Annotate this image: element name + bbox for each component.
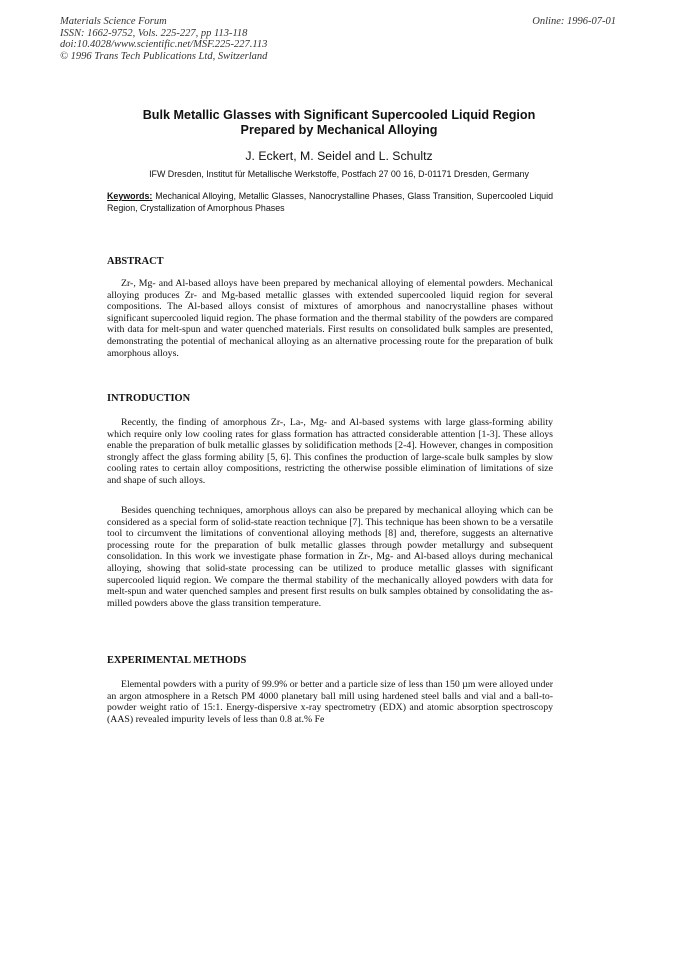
issn-line: ISSN: 1662-9752, Vols. 225-227, pp 113-118 [60,27,248,39]
experimental-paragraph-1: Elemental powders with a purity of 99.9% or better and a particle size of less than 150 µm were alloyed under an argon atmosphere in a Retsch PM 4000 planetary ball mill using hardened steel balls and vial and a ball-to-powder weight ratio of 15:1. Energy-dispersive x-ray spectrometry (EDX) and atomic absorption spectroscopy (AAS) revealed impurity levels of less than 0.8 at.% Fe [107,679,553,725]
doi-line: doi:10.4028/www.scientific.net/MSF.225-227.113 [60,39,268,50]
keywords-text: Mechanical Alloying, Metallic Glasses, Nanocrystalline Phases, Glass Transition, Supercooled Liquid Region, Crystallization of Amorphous Phases [107,191,554,213]
abstract-heading: ABSTRACT [107,256,164,267]
introduction-paragraph-2: Besides quenching techniques, amorphous alloys can also be prepared by mechanical alloying which can be considered as a special form of solid-state reaction technique [7]. This technique has been shown to be a versatile tool to circumvent the limitations of conventional alloying methods [8] and, therefore, suggests an alternative processing route for the preparation of bulk metallic glasses through powder metallurgy and subsequent consolidation. In this work we investigate phase formation in Zr-, Mg- and Al-based alloys during mechanical alloying, showing that solid-state processing can be utilized to produce metallic glasses with significant supercooled liquid region. We compare the thermal stability of the mechanically alloyed powders with data for melt-spun and water quenched samples and present first results on bulk samples obtained by consolidating the as-milled powders above the glass transition temperature. [107,505,553,609]
paper-title [100,108,578,138]
online-date: Online: 1996-07-01 [532,16,616,27]
citation-header [60,16,267,62]
experimental-heading: EXPERIMENTAL METHODS [107,655,247,666]
introduction-heading: INTRODUCTION [107,393,191,404]
abstract-text: Zr-, Mg- and Al-based alloys have been prepared by mechanical alloying of elemental powders. Mechanical alloying produces Zr- and Mg-based metallic glasses with extended supercooled liquid region for several compositions. The Al-based alloys consist of mixtures of amorphous and nanocrystalline phases without significant supercooled liquid region. The phase formation and the thermal stability of the powders are compared with data for melt-spun and water quenched materials. First results on consolidated bulk samples are presented, demonstrating the potential of mechanical alloying as an alternative processing route for the preparation of bulk amorphous alloys. [107,278,553,359]
copyright-line: © 1996 Trans Tech Publications Ltd, Switzerland [60,50,268,62]
keywords [107,190,553,214]
authors: J. Eckert, M. Seidel and L. Schultz [245,149,433,163]
affiliation: IFW Dresden, Institut für Metallische Werkstoffe, Postfach 27 00 16, D-01171 Dresden, Germany [149,169,529,179]
keywords-label: Keywords: [107,191,153,201]
journal-name: Materials Science Forum [60,16,167,27]
introduction-paragraph-1: Recently, the finding of amorphous Zr-, La-, Mg- and Al-based systems with large glass-forming ability which require only low cooling rates for glass formation has attracted considerable attention [1-3]. These alloys enable the preparation of bulk metallic glasses by solidification methods [2-4]. However, changes in composition strongly affect the glass forming ability [5, 6]. This confines the production of large-scale bulk samples by slow cooling rates to certain alloy compositions, restricting the otherwise possible elimination of limitations of size and shape of such alloys. [107,417,553,486]
title-line-2: Prepared by Mechanical Alloying [240,123,438,137]
title-line-1: Bulk Metallic Glasses with Significant Supercooled Liquid Region [142,108,536,122]
